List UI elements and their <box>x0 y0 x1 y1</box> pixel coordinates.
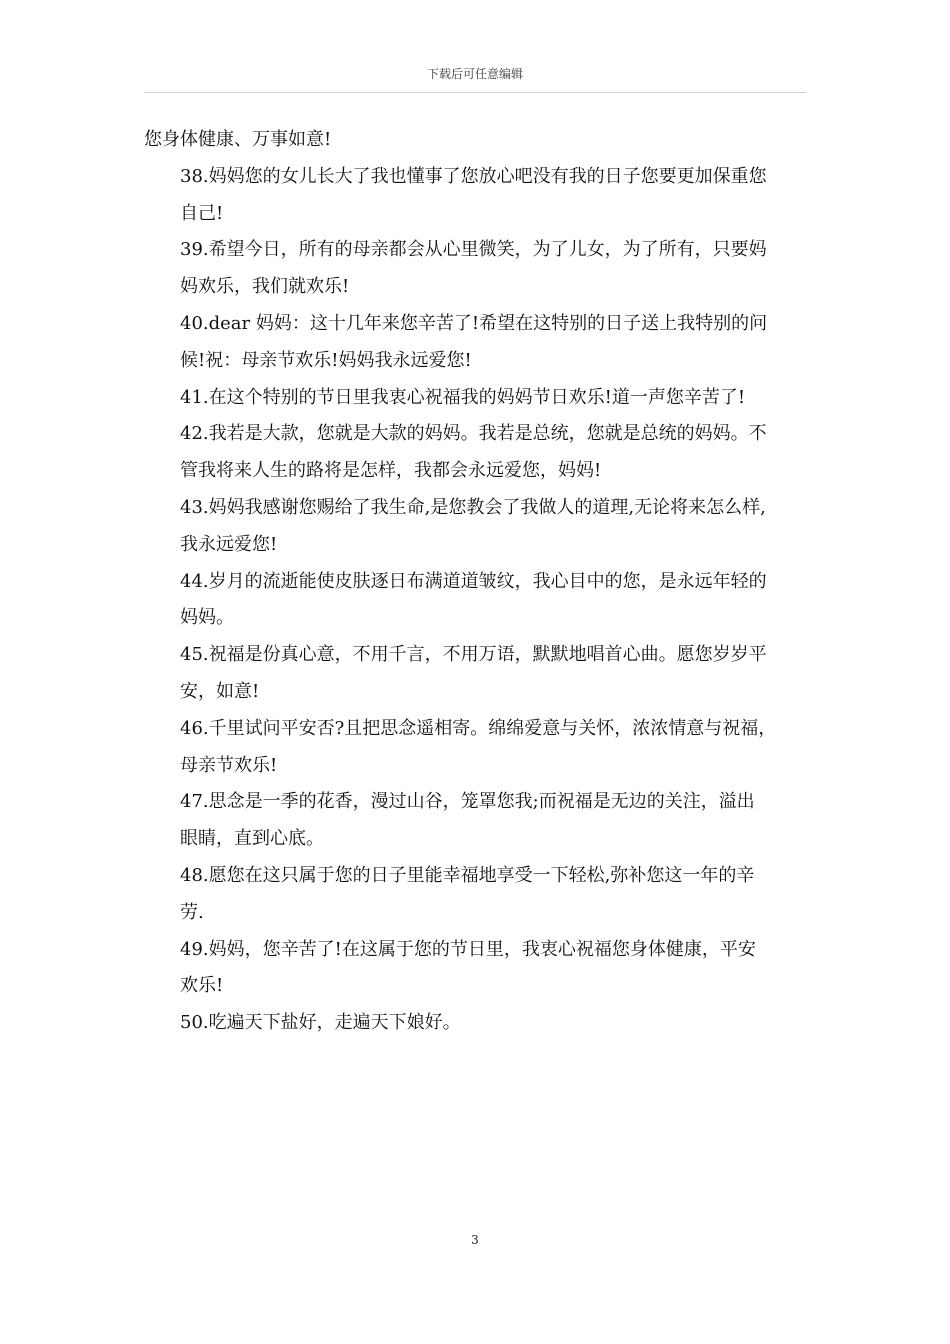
paragraph-44: 44.岁月的流逝能使皮肤逐日布满道道皱纹，我心目中的您，是永远年轻的 妈妈。 <box>180 570 767 629</box>
paragraph-41: 41.在这个特别的节日里我衷心祝福我的妈妈节日欢乐!道一声您辛苦了! <box>180 386 746 408</box>
paragraph-38: 38.妈妈您的女儿长大了我也懂事了您放心吧没有我的日子您要更加保重您 自己! <box>180 165 767 224</box>
page-number: 3 <box>471 1233 479 1247</box>
header-divider <box>144 92 806 93</box>
paragraph-48: 48.愿您在这只属于您的日子里能幸福地享受一下轻松,弥补您这一年的辛 劳. <box>180 864 755 923</box>
paragraph-47: 47.思念是一季的花香，漫过山谷，笼罩您我;而祝福是无边的关注，溢出 眼睛，直到心底。 <box>180 791 755 850</box>
paragraph-39: 39.希望今日，所有的母亲都会从心里微笑，为了儿女，为了所有，只要妈 妈欢乐，我们就欢乐! <box>180 239 767 298</box>
paragraph-49: 49.妈妈，您辛苦了!在这属于您的节日里，我衷心祝福您身体健康，平安 欢乐! <box>180 938 756 997</box>
paragraph-42: 42.我若是大款，您就是大款的妈妈。我若是总统，您就是总统的妈妈。不 管我将来人生的路将是怎样，我都会永远爱您，妈妈! <box>180 423 767 482</box>
page-header: 下载后可任意编辑 <box>426 67 523 81</box>
paragraph-50: 50.吃遍天下盐好，走遍天下娘好。 <box>180 1012 461 1034</box>
paragraph-40: 40.dear 妈妈：这十几年来您辛苦了!希望在这特别的日子送上我特别的问 候!祝：母亲节欢乐!妈妈我永远爱您! <box>180 312 768 371</box>
document-body <box>144 122 808 1042</box>
paragraph-46: 46.千里试问平安否?且把思念遥相寄。绵绵爱意与关怀，浓浓情意与祝福， 母亲节欢乐! <box>180 717 777 776</box>
paragraph-43: 43.妈妈我感谢您赐给了我生命,是您教会了我做人的道理,无论将来怎么样, 我永远爱您! <box>180 496 766 555</box>
paragraph-45: 45.祝福是份真心意，不用千言，不用万语，默默地唱首心曲。愿您岁岁平 安，如意! <box>180 644 767 702</box>
paragraph-continuation: 您身体健康、万事如意! <box>144 129 332 150</box>
